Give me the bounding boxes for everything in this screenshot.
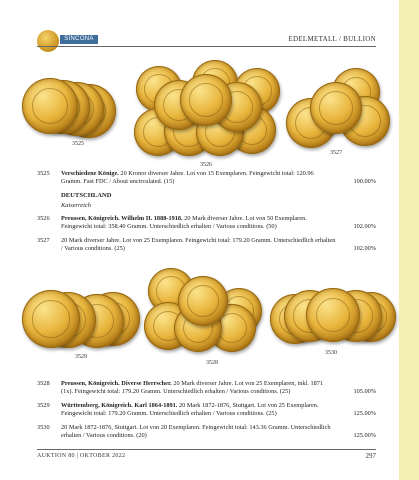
lot-label: 3530 <box>325 350 337 356</box>
header-rule <box>37 46 376 47</box>
lot-estimate: 105.00% <box>353 388 376 395</box>
lot-description: 20 Mark diverser Jahre. Lot von 25 Exemplaren. Feingewicht total: 179.20 Gramm. Unterschiedlich erhalten / Various conditions. (25) <box>61 237 336 252</box>
lot-label: 3527 <box>330 150 342 156</box>
lot-number: 3526 <box>37 215 50 222</box>
page-number: 297 <box>365 452 376 460</box>
lot-estimate: 125.00% <box>353 410 376 417</box>
coin-pile-3530 <box>270 288 396 350</box>
lot-description: 20 Mark diverser Jahre. Lot von 50 Exemplaren. Feingewicht total: 358.40 Gramm. Unterschiedlich erhalten / Various conditions. (50) <box>61 215 307 230</box>
coin-logo-icon <box>37 30 59 52</box>
region-heading: Kaiserreich <box>61 202 91 209</box>
lot-number: 3530 <box>37 424 50 431</box>
lot-title: Preussen, Königreich. Diverse Herrscher. <box>61 380 172 387</box>
lot-description: 20 Mark diverser Jahre. Lot von 25 Exemplaren, inkl. 1871 (1x). Feingewicht total: 179.20 Gramm. Unterschiedlich erhalten / Various conditions. (25) <box>61 380 324 395</box>
coin-pile-3526 <box>134 58 284 160</box>
lot-description: 20 Mark 1872-1876, Stuttgart. Lot von 25 Exemplaren. Feingewicht total: 179.20 Gramm. Unterschiedlich erhalten / Various conditions. (25) <box>61 402 319 417</box>
list-item <box>37 380 376 396</box>
lot-number: 3529 <box>37 402 50 409</box>
coin-pile-3525 <box>22 78 132 140</box>
page-edge-bar <box>399 0 419 480</box>
lot-description: 20 Mark 1872-1876, Stuttgart. Lot von 20 Exemplaren. Feingewicht total: 143.36 Gramm. Unterschiedlich erhalten / Various conditions. (20) <box>61 424 331 439</box>
list-item <box>37 424 376 440</box>
footer-rule <box>37 449 376 450</box>
brand-label: SINCONA <box>60 35 98 44</box>
section-title: EDELMETALL / BULLION <box>288 35 376 43</box>
lot-estimate: 102.00% <box>353 245 376 252</box>
lot-label: 3525 <box>72 141 84 147</box>
footer-auction: AUKTION 80 | OKTOBER 2022 <box>37 453 126 459</box>
lot-label: 3528 <box>206 360 218 366</box>
list-item <box>37 237 376 253</box>
lot-estimate: 102.00% <box>353 223 376 230</box>
lot-label: 3526 <box>200 162 212 168</box>
list-item <box>37 170 376 186</box>
coin-pile-3528 <box>144 268 264 354</box>
lot-title: Württemberg, Königreich. Karl 1864-1891. <box>61 402 178 409</box>
lot-description: 20 Kronor diverser Jahre. Lot von 15 Exemplaren. Feingewicht total: 120.96 Gramm. Fast FDC / About uncirculated. (15) <box>61 170 314 185</box>
lot-number: 3528 <box>37 380 50 387</box>
lot-number: 3527 <box>37 237 50 244</box>
entries-top <box>37 170 376 259</box>
country-heading: DEUTSCHLAND <box>61 192 112 199</box>
list-item <box>37 402 376 418</box>
list-item <box>37 215 376 231</box>
coin-pile-3529 <box>22 288 142 352</box>
lot-estimate: 125.00% <box>353 432 376 439</box>
lot-label: 3529 <box>75 354 87 360</box>
lot-number: 3525 <box>37 170 50 177</box>
coin-pile-3527 <box>286 68 394 148</box>
lot-estimate: 100.00% <box>353 178 376 185</box>
entries-bottom <box>37 380 376 446</box>
lot-title: Preussen, Königreich. Wilhelm II. 1888-1918. <box>61 215 183 222</box>
lot-title: Verschiedene Könige. <box>61 170 119 177</box>
